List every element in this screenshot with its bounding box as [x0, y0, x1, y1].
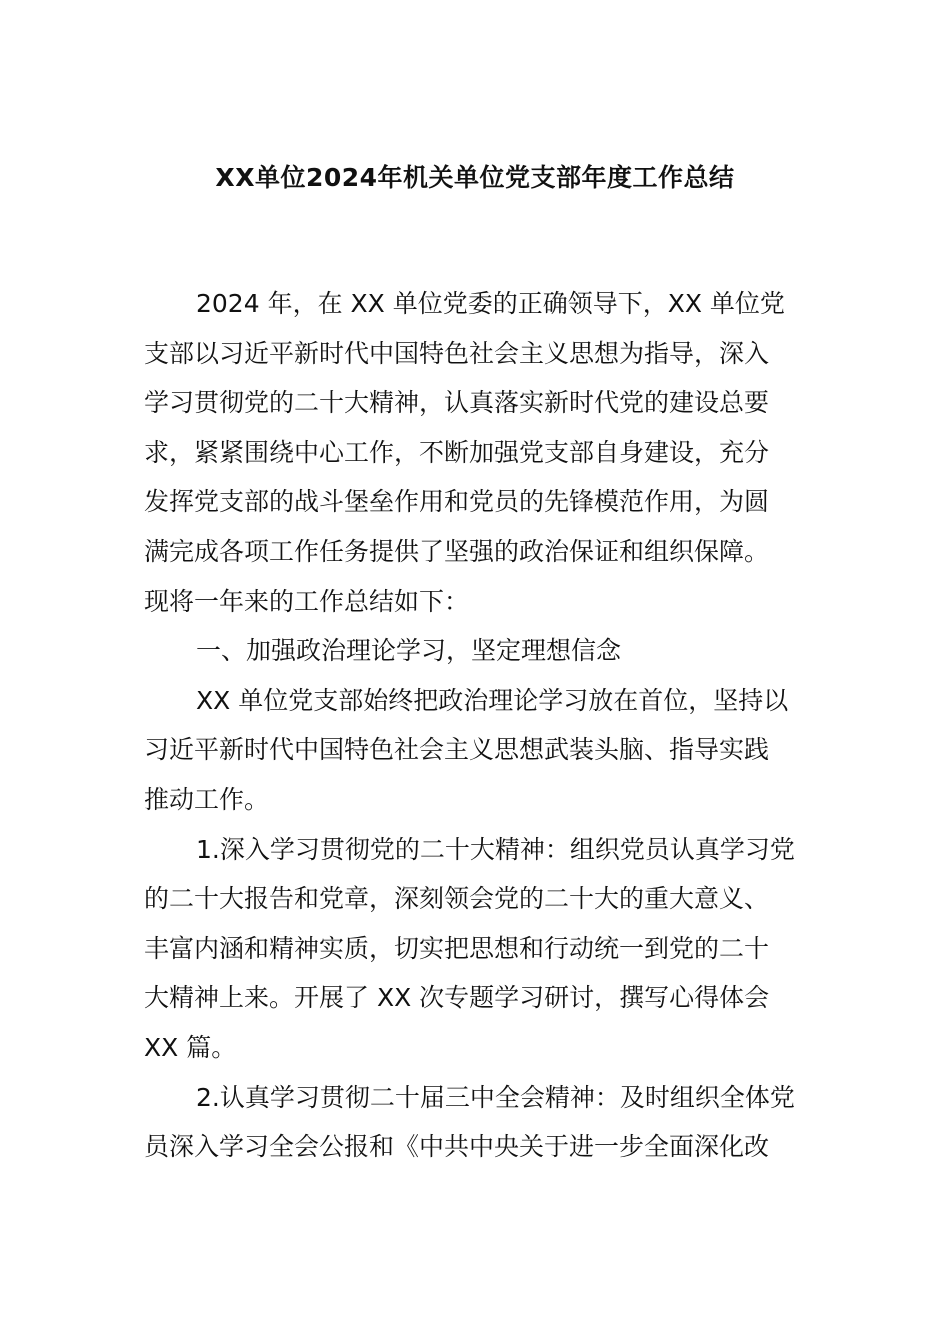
- paragraph-line: 丰富内涵和精神实质，切实把思想和行动统一到党的二十: [144, 933, 770, 963]
- paragraph-item-1: [144, 825, 812, 1073]
- paragraph-line: XX 单位党支部始终把政治理论学习放在首位，坚持以: [196, 685, 789, 715]
- paragraph-line: 一、加强政治理论学习，坚定理想信念: [196, 636, 622, 666]
- paragraph-line: 1.深入学习贯彻党的二十大精神：组织党员认真学习党: [196, 834, 795, 864]
- paragraph-line: 支部以习近平新时代中国特色社会主义思想为指导，深入: [144, 338, 770, 368]
- paragraph-line: 的二十大报告和党章，深刻领会党的二十大的重大意义、: [144, 884, 770, 914]
- paragraph-intro: [144, 279, 812, 626]
- paragraph-line: 2.认真学习贯彻二十届三中全会精神：及时组织全体党: [196, 1082, 795, 1112]
- paragraph-line: 推动工作。: [144, 784, 270, 814]
- paragraph-line: 发挥党支部的战斗堡垒作用和党员的先锋模范作用，为圆: [144, 487, 770, 517]
- paragraph-line: 习近平新时代中国特色社会主义思想武装头脑、指导实践: [144, 735, 770, 765]
- document-body: [144, 279, 812, 1172]
- paragraph-line: 大精神上来。开展了 XX 次专题学习研讨，撰写心得体会: [144, 983, 770, 1013]
- paragraph-section-1: [144, 676, 812, 825]
- paragraph-line: 2024 年，在 XX 单位党委的正确领导下，XX 单位党: [196, 289, 785, 318]
- paragraph-item-2: [144, 1073, 812, 1172]
- paragraph-line: 员深入学习全会公报和《中共中央关于进一步全面深化改: [144, 1132, 770, 1162]
- paragraph-line: 学习贯彻党的二十大精神，认真落实新时代党的建设总要: [144, 388, 770, 418]
- paragraph-line: 求，紧紧围绕中心工作，不断加强党支部自身建设，充分: [144, 437, 770, 467]
- paragraph-line: 现将一年来的工作总结如下：: [144, 586, 470, 616]
- paragraph-line: 满完成各项工作任务提供了坚强的政治保证和组织保障。: [144, 536, 770, 566]
- document-title: XX单位2024年机关单位党支部年度工作总结: [215, 163, 735, 192]
- paragraph-line: XX 篇。: [144, 1032, 237, 1062]
- section-heading-1: [144, 626, 812, 676]
